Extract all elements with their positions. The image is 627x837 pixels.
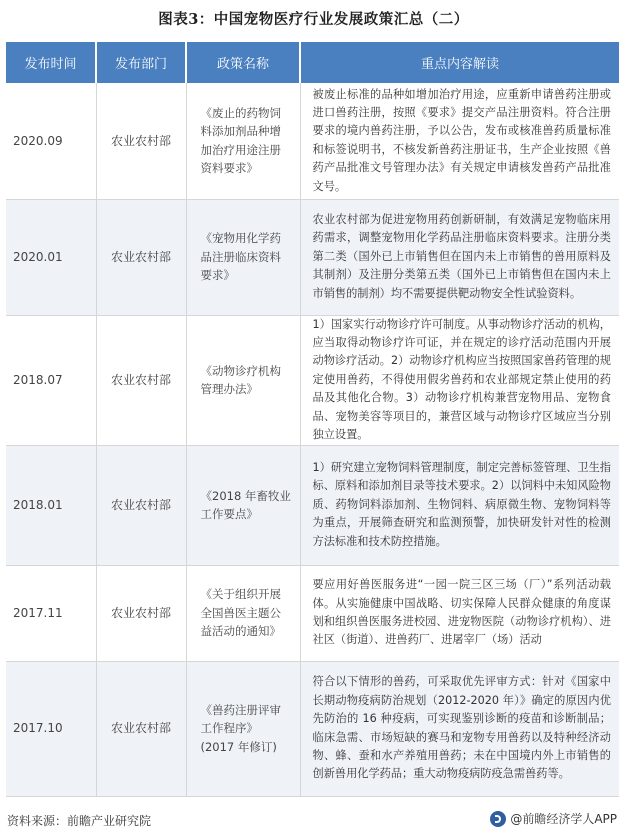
- brand-label: @前瞻经济学人APP: [510, 812, 617, 826]
- row-policy-name: 《动物诊疗机构管理办法》: [186, 315, 300, 445]
- table-header-row: [6, 42, 619, 83]
- row-date: 2018.01: [6, 445, 96, 565]
- row-dept: 农业农村部: [96, 199, 186, 315]
- row-content: 符合以下情形的兽药，可采取优先评审方式：针对《国家中长期动物疫病防治规划（2012-2020 年）》确定的原因内优先防治的 16 种疫病，可实现鉴别诊断的疫苗和诊断制品；临床急需、市场短缺的赛马和宠物专用兽药以及特种经济动物、蜂、蚕和水产养殖用兽药；未在中国境内外上市销售的创新兽用化学药品；重大动物疫病防疫急需兽药等。: [300, 661, 619, 796]
- row-policy-name: 《关于组织开展全国兽医主题公益活动的通知》: [186, 565, 300, 661]
- row-policy-name: 《兽药注册评审工作程序》(2017 年修订): [186, 661, 300, 796]
- row-dept: 农业农村部: [96, 661, 186, 796]
- table-row: [6, 565, 619, 661]
- row-content: 1）国家实行动物诊疗许可制度。从事动物诊疗活动的机构，应当取得动物诊疗许可证，并在规定的诊疗活动范围内开展动物诊疗活动。2）动物诊疗机构应当按照国家兽药管理的规定使用兽药，不得使用假劣兽药和农业部规定禁止使用的药品及其他化合物。3）动物诊疗机构兼营宠物用品、宠物食品、宠物美容等项目的，兼营区域与动物诊疗区域应当分别独立设置。: [300, 315, 619, 445]
- figure-title: 图表3：中国宠物医疗行业发展政策汇总（二）: [158, 11, 469, 28]
- header-policy-name: 政策名称: [186, 42, 300, 83]
- row-content: 要应用好兽医服务进“一园一院三区三场（厂）”系列活动载体。从实施健康中国战略、切实保障人民群众健康的角度谋划和组织兽医服务进校园、进宠物医院（动物诊疗机构）、进社区（街道）、进兽药厂、进屠宰厂（场）活动: [300, 565, 619, 661]
- row-content: 农业农村部为促进宠物用药创新研制，有效满足宠物临床用药需求，调整宠物用化学药品注册临床资料要求。注册分类第二类（国外已上市销售但在国内未上市销售的兽用原料及其制剂）及注册分类第五类（国外已上市销售但在国内未上市销售的制剂）均不需要提供靶动物安全性试验资料。: [300, 199, 619, 315]
- row-content: 被废止标准的品种如增加治疗用途，应重新申请兽药注册或进口兽药注册，按照《要求》提交产品注册资料。符合注册要求的境内兽药注册，予以公告，发布或核准兽药质量标准和标签说明书，不核发新兽药注册证书，生产企业按照《兽药产品批准文号管理办法》有关规定申请核发兽药产品批准文号。: [300, 83, 619, 199]
- row-dept: 农业农村部: [96, 315, 186, 445]
- row-content: 1）研究建立宠物饲料管理制度，制定完善标签管理、卫生指标、原料和添加剂目录等技术要求。2）以饲料中未知风险物质、药物饲料添加剂、生物饲料、病原微生物、宠物饲料等为重点，开展筛查研究和监测预警，加快研发针对性的检测方法标准和技术防控措施。: [300, 445, 619, 565]
- source-note: 资料来源：前瞻产业研究院: [7, 814, 152, 828]
- policy-table: [6, 42, 619, 797]
- row-dept: 农业农村部: [96, 565, 186, 661]
- table-row: [6, 661, 619, 796]
- row-policy-name: 《2018 年畜牧业工作要点》: [186, 445, 300, 565]
- policy-table-container: [6, 42, 619, 797]
- row-date: 2020.09: [6, 83, 96, 199]
- header-content: 重点内容解读: [300, 42, 619, 83]
- table-row: [6, 199, 619, 315]
- row-date: 2017.11: [6, 565, 96, 661]
- table-row: [6, 83, 619, 199]
- table-row: [6, 445, 619, 565]
- row-date: 2018.07: [6, 315, 96, 445]
- row-dept: 农业农村部: [96, 83, 186, 199]
- row-date: 2020.01: [6, 199, 96, 315]
- qianzhan-logo-icon: [490, 811, 506, 827]
- header-date: 发布时间: [6, 42, 96, 83]
- row-dept: 农业农村部: [96, 445, 186, 565]
- brand-credit: [490, 810, 617, 827]
- row-policy-name: 《宠物用化学药品注册临床资料要求》: [186, 199, 300, 315]
- row-date: 2017.10: [6, 661, 96, 796]
- table-row: [6, 315, 619, 445]
- row-policy-name: 《废止的药物饲料添加剂品种增加治疗用途注册资料要求》: [186, 83, 300, 199]
- header-dept: 发布部门: [96, 42, 186, 83]
